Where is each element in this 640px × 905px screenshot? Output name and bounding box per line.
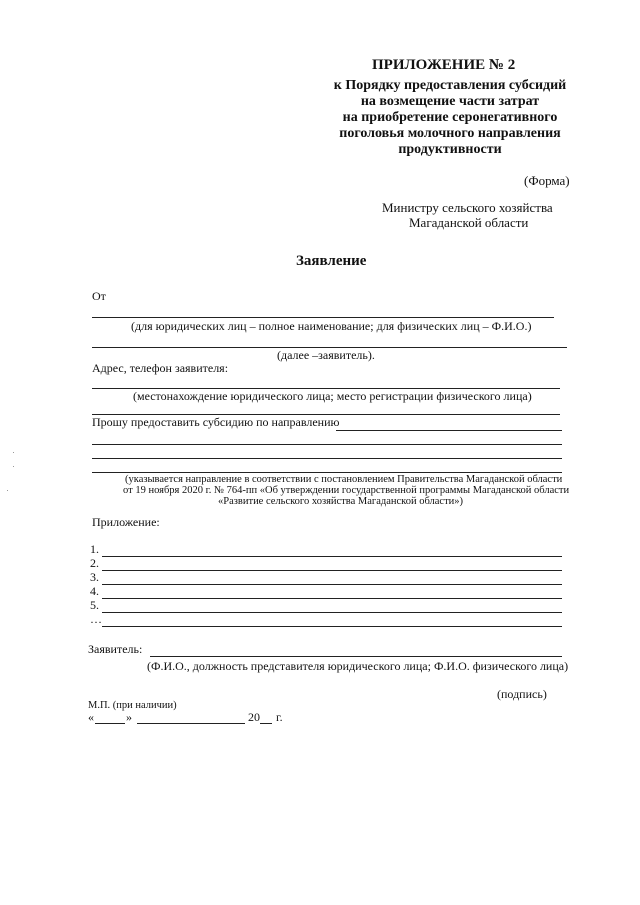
- applicant-line[interactable]: [150, 656, 562, 657]
- attachment-line[interactable]: [102, 598, 562, 599]
- subtitle-line: продуктивности: [398, 142, 502, 157]
- request-note-line: (указывается направление в соответствии с постановлением Правительства Магаданской области: [125, 474, 563, 485]
- applicant-hint: (далее –заявитель).: [277, 348, 375, 362]
- addressee-line: Магаданской области: [409, 215, 529, 230]
- scan-speck: [13, 466, 14, 467]
- name-hint: (для юридических лиц – полное наименование; для физических лиц – Ф.И.О.): [131, 319, 532, 333]
- attachment-item: 5.: [90, 598, 99, 612]
- applicant-label: Заявитель:: [88, 642, 143, 656]
- addressee-line: Министру сельского хозяйства: [382, 200, 553, 215]
- date-day-line[interactable]: [95, 723, 125, 724]
- request-note-line: от 19 ноября 2020 г. № 764-пп «Об утверждении государственной программы Магаданской области: [123, 485, 570, 496]
- request-line[interactable]: [336, 430, 562, 431]
- scan-speck: [7, 490, 8, 491]
- attachment-item: …: [90, 612, 102, 626]
- attachment-item: 4.: [90, 584, 99, 598]
- stamp-label: М.П. (при наличии): [88, 700, 177, 711]
- attachments-label: Приложение:: [92, 515, 160, 529]
- applicant-hint: (Ф.И.О., должность представителя юридического лица; Ф.И.О. физического лица): [147, 659, 569, 673]
- attachment-line[interactable]: [102, 556, 562, 557]
- attachment-line[interactable]: [102, 626, 562, 627]
- date-year-line[interactable]: [260, 723, 272, 724]
- attachment-line[interactable]: [102, 584, 562, 585]
- attachment-line[interactable]: [102, 570, 562, 571]
- date-year-suffix: г.: [276, 710, 283, 724]
- name-line[interactable]: [92, 317, 554, 318]
- date-open-quote: «: [88, 710, 94, 724]
- request-label: Прошу предоставить субсидию по направлению: [92, 415, 340, 429]
- appendix-title: ПРИЛОЖЕНИЕ № 2: [372, 57, 516, 73]
- subtitle-line: поголовья молочного направления: [339, 126, 561, 141]
- subtitle-line: на возмещение части затрат: [360, 94, 540, 109]
- date-close-quote: »: [126, 710, 132, 724]
- request-note-line: «Развитие сельского хозяйства Магаданской области»): [218, 496, 464, 507]
- document-title: Заявление: [296, 253, 367, 269]
- request-line[interactable]: [92, 458, 562, 459]
- attachment-line[interactable]: [102, 612, 562, 613]
- subtitle-line: к Порядку предоставления субсидий: [333, 78, 567, 93]
- request-line[interactable]: [92, 472, 562, 473]
- address-label: Адрес, телефон заявителя:: [92, 361, 229, 375]
- request-line[interactable]: [92, 444, 562, 445]
- attachment-item: 1.: [90, 542, 99, 556]
- from-label: От: [92, 289, 106, 303]
- date-year-prefix: 20: [248, 710, 260, 724]
- subtitle-line: на приобретение серонегативного: [342, 110, 558, 125]
- address-hint: (местонахождение юридического лица; место регистрации физического лица): [133, 389, 532, 403]
- attachment-item: 2.: [90, 556, 99, 570]
- signature-hint: (подпись): [497, 687, 547, 701]
- scan-speck: [13, 452, 14, 453]
- date-month-line[interactable]: [137, 723, 245, 724]
- form-label: (Форма): [524, 173, 570, 188]
- attachment-item: 3.: [90, 570, 99, 584]
